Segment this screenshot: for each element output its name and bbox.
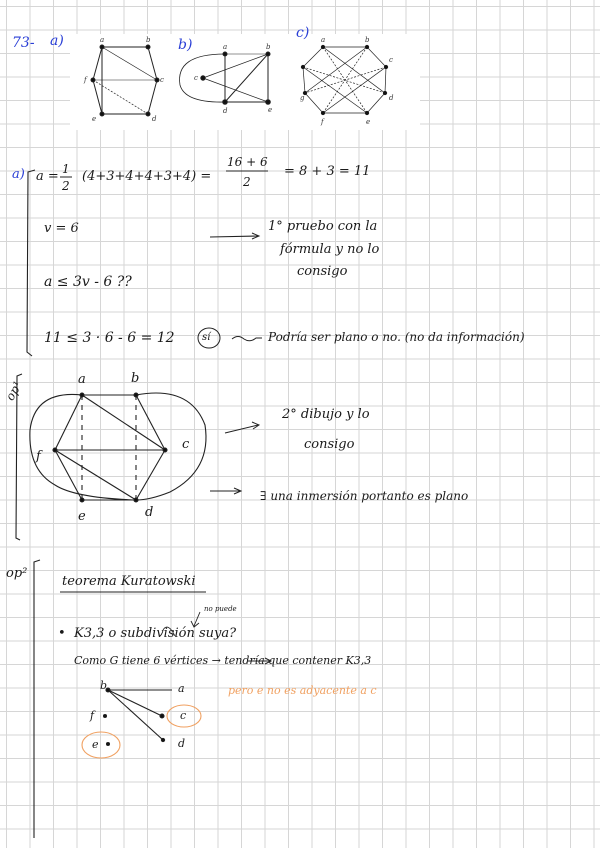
graph-a-label: a) [50,33,64,49]
graph-c-vertex-label: e [366,118,371,126]
arrow-4 [210,488,241,494]
op2-vertex-e: e [92,738,99,751]
graph-a-vertex-label: c [160,76,164,84]
annotation-arrow [191,612,200,627]
graph-c-vertex-label: g [300,94,305,102]
graph-a-vertex-label: f [84,76,87,84]
degree-sum: (4+3+4+4+3+4) = [82,169,212,184]
orange-circle-e [82,732,120,758]
bracket-op2 [34,560,40,838]
fraction-2-numerator: 16 + 6 [227,155,268,169]
op2-vertex-f: f [90,709,95,722]
graph-c [301,45,388,115]
graph-b-vertex-label: b [266,43,271,51]
op1-vertex-c: c [182,437,190,452]
inequality-check: 11 ≤ 3 · 6 - 6 = 12 [44,330,175,346]
graph-b-vertex-label: c [194,74,198,82]
graph-a-vertex-label: a [100,36,105,44]
inequality: a ≤ 3v - 6 ?? [44,274,132,290]
fraction-1-denominator: 2 [62,179,70,193]
op2-vertex-b: b [100,679,108,692]
vertex-reason: Como G tiene 6 vértices → tendría que contener K3,3 [74,654,372,667]
graph-a [91,45,159,116]
test1-line3: consigo [297,264,348,279]
bracket-a [27,170,35,356]
test1-line2: fórmula y no lo [280,242,380,257]
annotation-no-puede: no puede [204,605,237,613]
kuratowski-title: teorema Kuratowski [62,574,196,589]
op1-vertex-b: b [131,371,140,386]
op1-vertex-a: a [78,372,86,387]
op1-note-line2: consigo [304,437,355,452]
op1-note-line1: 2° dibujo y lo [282,407,370,422]
circled-yes: sí [202,332,211,343]
op1-diagram [30,393,206,502]
edges-result: = 8 + 3 = 11 [284,164,371,179]
arrow-2 [232,337,262,341]
graph-c-vertex-label: f [321,118,324,126]
graph-a-vertex-label: d [152,115,157,123]
bullet-dot: • [58,626,66,641]
op2-vertex-d: d [178,737,186,750]
fraction-1-numerator: 1 [62,162,70,176]
k33-question: K3,3 o subdivisión suya? [74,626,237,641]
op1-vertex-e: e [78,509,86,524]
graph-a-vertex-label: e [92,115,97,123]
arrow-3 [225,422,259,433]
graph-c-label: c) [296,25,310,41]
op1-vertex-f: f [36,449,41,464]
arrow-1 [210,233,259,239]
op2-vertex-a: a [178,682,185,695]
graph-c-vertex-label: d [389,94,394,102]
op2-vertex-c: c [180,709,187,722]
orange-note: pero e no es adyacente a c [228,684,377,697]
op2-diagram [100,688,172,746]
exercise-number: 73- [12,35,35,51]
edges-lead: a = [36,169,59,184]
option1-label: op¹ [2,378,25,404]
graph-b-vertex-label: a [223,43,228,51]
graph-a-vertex-label: b [146,36,151,44]
option2-label: op² [6,566,28,581]
vertex-count: v = 6 [44,221,79,236]
graph-b-vertex-label: d [223,107,228,115]
graph-b-label: b) [178,37,193,53]
conclusion: Podría ser plano o no. (no da información) [268,330,525,344]
op1-result: ∃ una inmersión portanto es plano [260,489,469,503]
graph-c-vertex-label: a [321,36,326,44]
solution-a-marker: a) [12,167,25,182]
graph-c-vertex-label: b [365,36,370,44]
op1-vertex-d: d [145,505,154,520]
graph-b-vertex-label: e [268,106,273,114]
fraction-2-denominator: 2 [243,175,251,189]
test1-line1: 1° pruebo con la [268,219,378,234]
graph-c-vertex-label: c [389,56,393,64]
